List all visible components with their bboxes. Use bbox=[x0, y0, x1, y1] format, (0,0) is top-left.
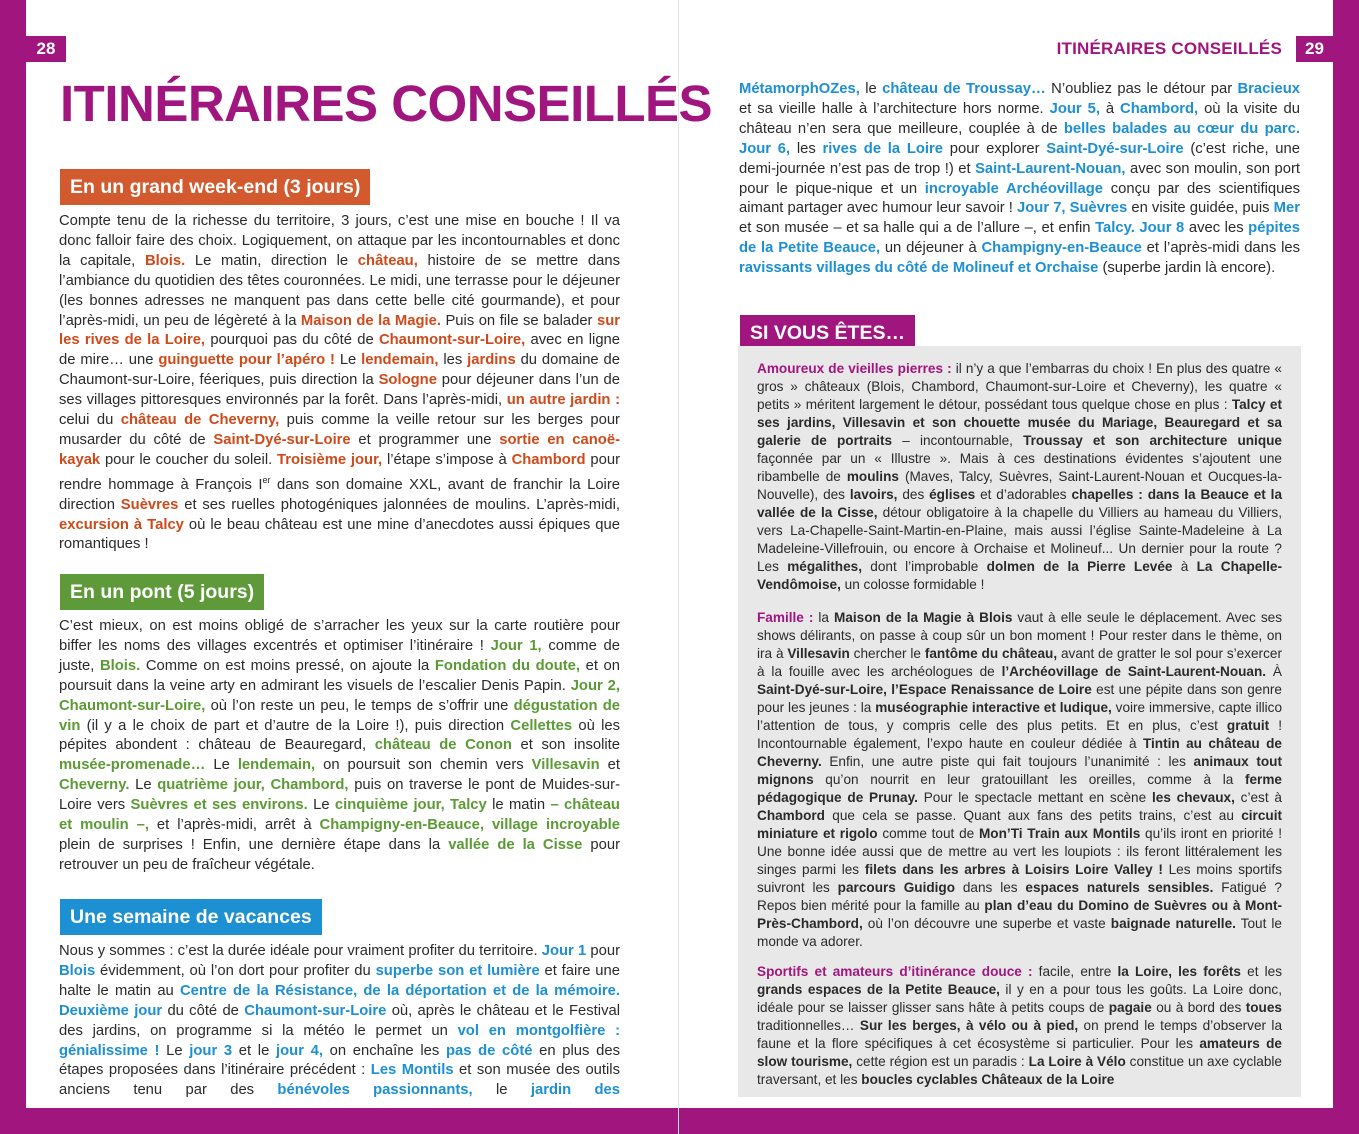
paragraph-amoureux: Amoureux de vieilles pierres : il n’y a que l’embarras du choix ! En plus des quatre « gros » châteaux (Blois, Chambord, Chaumont-sur-Loire et Cheverny), les quatre « petits » méritent largement le détour, possédant tous quelque chose en plus : Talcy et ses jardins, Villesavin et son chouette musée du Mariage, Beauregard et sa galerie de portraits – incontournable, Troussay et son architecture unique façonnée par un « Illustre ». Mais à ces destinations évidentes s’ajoutent une ribambelle de moulins (Maves, Talcy, Suèvres, Saint-Laurent-Nouan et Oucques-la-Nouvelle), des lavoirs, des églises et d’adorables chapelles : dans la Beauce et la vallée de la Cisse, détour obligatoire à la chapelle du Villiers au hameau du Villiers, vers La-Chapelle-Saint-Martin-en-Plaine, mais aussi l’église Sainte-Madeleine à La Madeleine-Villefrouin, ou encore à Orchaise et Molineuf... Un dernier pour la route ? Les mégalithes, dont l’improbable dolmen de la Pierre Levée à La Chapelle-Vendômoise, un colosse formidable ! bbox=[757, 361, 1283, 592]
page-title: ITINÉRAIRES CONSEILLÉS bbox=[60, 75, 713, 132]
heading-si-vous-etes: SI VOUS ÊTES… bbox=[740, 315, 915, 351]
heading-weekend: En un grand week-end (3 jours) bbox=[60, 169, 370, 205]
heading-semaine: Une semaine de vacances bbox=[60, 899, 322, 935]
text-weekend bbox=[59, 212, 620, 555]
text-sportifs bbox=[757, 963, 1282, 1089]
page-edge-left bbox=[0, 0, 26, 1134]
page-edge-right bbox=[1333, 0, 1359, 1134]
text-semaine bbox=[59, 942, 620, 1101]
page-gutter bbox=[678, 0, 679, 1134]
page-number-right: 29 bbox=[1296, 36, 1333, 62]
paragraph-weekend: Compte tenu de la richesse du territoire, 3 jours, c’est une mise en bouche ! Il va donc falloir faire des choix. Logiquement, on attaque par les incontournables et donc la capitale, Blois. Le matin, direction le château, histoire de se mettre dans l’ambiance du quotidien des têtes couronnées. Le midi, une terrasse pour le déjeuner (les bonnes adresses ne manquent pas dans cette belle cité gourmande), et pour l’après-midi, un peu de légèreté à la Maison de la Magie. Puis on file se balader sur les rives de la Loire, pourquoi pas du côté de Chaumont-sur-Loire, avec en ligne de mire… une guinguette pour l’apéro ! Le lendemain, les jardins du domaine de Chaumont-sur-Loire, féeriques, puis direction la Sologne pour déjeuner dans l’un de ses villages pittoresques environnés par la forêt. Dans l’après-midi, un autre jardin : celui du château de Cheverny, puis comme la veille retour sur les berges pour musarder du côté de Saint-Dyé-sur-Loire et programmer une sortie en canoë-kayak pour le coucher du soleil. Troisième jour, l’étape s’impose à Chambord pour rendre hommage à François Ier dans son domaine XXL, avant de franchir la Loire direction Suèvres et ses ruelles photogéniques jalonnées de moulins. L’après-midi, excursion à Talcy où le beau château est une mine d’anecdotes aussi épiques que romantiques ! bbox=[59, 213, 621, 553]
running-head: ITINÉRAIRES CONSEILLÉS bbox=[1056, 39, 1282, 58]
page-edge-bottom bbox=[0, 1108, 1359, 1134]
heading-pont: En un pont (5 jours) bbox=[60, 574, 264, 610]
paragraph-famille: Famille : la Maison de la Magie à Blois vaut à elle seule le déplacement. Avec ses shows délirants, on passe à coup sûr un bon moment ! Pour rester dans le thème, on ira à Villesavin chercher le fantôme du château, avant de gratter le sol pour s’exercer à la fouille avec les archéologues de l’Archéovillage de Saint-Laurent-Nouan. À Saint-Dyé-sur-Loire, l’Espace Renaissance de Loire est une pépite dans son genre pour les jeunes : la muséographie interactive et ludique, voire immersive, capte illico l’attention de tous, y compris celle des plus petits. Et en plus, c’est gratuit ! Incontournable également, l’expo haute en couleur dédiée à Tintin au château de Cheverny. Enfin, une autre piste qui fait toujours l’unanimité : les animaux tout mignons qu’on nourrit en leur gratouillant les oreilles, comme à la ferme pédagogique de Prunay. Pour le spectacle mettant en scène les chevaux, c’est à Chambord que cela se passe. Quant aux fans des petits trains, c’est au circuit miniature et rigolo comme tout de Mon’Ti Train aux Montils qu’ils iront en priorité ! Une bonne idée aussi que de mettre au vert les loupiots : ils feront littéralement les singes parmi les filets dans les arbres à Loisirs Loire Valley ! Les moins sportifs suivront les parcours Guidigo dans les espaces naturels sensibles. Fatigué ? Repos bien mérité pour la famille au plan d’eau du Domino de Suèvres ou à Mont-Près-Chambord, où l’on découvre une superbe et vaste baignade naturelle. Tout le monde va adorer. bbox=[757, 610, 1283, 949]
paragraph-semaine: Nous y sommes : c’est la durée idéale pour vraiment profiter du territoire. Jour 1 pour Blois évidemment, où l’on dort pour profiter du superbe son et lumière et faire une halte le matin au Centre de la Résistance, de la déportation et de la mémoire. Deuxième jour du côté de Chaumont-sur-Loire où, après le château et le Festival des jardins, on programme si la météo le permet un vol en montgolfière : génialissime ! Le jour 3 et le jour 4, on enchaîne les pas de côté en plus des étapes proposées dans l’itinéraire précédent : Les Montils et son musée des outils anciens tenu par des bénévoles passionnants, le jardin des bbox=[59, 943, 621, 1099]
paragraph-sportifs: Sportifs et amateurs d’itinérance douce : facile, entre la Loire, les forêts et les grands espaces de la Petite Beauce, il y en a pour tous les goûts. La Loire donc, idéale pour se laisser glisser sans hâte à petits coups de pagaie ou à bord des toues traditionnelles… Sur les berges, à vélo ou à pied, on prend le temps d’observer la faune et la flore spécifiques à cet écosystème si particulier. Pour les amateurs de slow tourisme, cette région est un paradis : La Loire à Vélo constitue un axe cyclable traversant, et les boucles cyclables Châteaux de la Loire bbox=[757, 964, 1283, 1087]
text-amoureux bbox=[757, 360, 1282, 594]
paragraph-pont: C’est mieux, on est moins obligé de s’arracher les yeux sur la carte routière pour biffer les noms des villages excentrés et optimiser l’itinéraire ! Jour 1, comme de juste, Blois. Comme on est moins pressé, on ajoute la Fondation du doute, et on poursuit dans la veine arty en admirant les visuels de l’escalier Denis Papin. Jour 2, Chaumont-sur-Loire, où l’on reste un peu, le temps de s’offrir une dégustation de vin (il y a le choix de part et d’autre de la Loire !), puis direction Cellettes où les pépites abondent : château de Beauregard, château de Conon et son insolite musée-promenade… Le lendemain, on poursuit son chemin vers Villesavin et Cheverny. Le quatrième jour, Chambord, puis on traverse le pont de Muides-sur-Loire vers Suèvres et ses environs. Le cinquième jour, Talcy le matin – château et moulin –, et l’après-midi, arrêt à Champigny-en-Beauce, village incroyable plein de surprises ! Enfin, une dernière étape dans la vallée de la Cisse pour retrouver un peu de fraîcheur végétale. bbox=[59, 618, 621, 873]
page-number-left: 28 bbox=[26, 36, 66, 62]
text-famille bbox=[757, 609, 1282, 951]
paragraph-semaine-continued: MétamorphOZes, le château de Troussay… N’oubliez pas le détour par Bracieux et sa vieille halle à l’architecture hors norme. Jour 5, à Chambord, où la visite du château n’en sera que meilleure, couplée à de belles balades au cœur du parc. Jour 6, les rives de la Loire pour explorer Saint-Dyé-sur-Loire (c’est riche, une demi-journée n’est pas de trop !) et Saint-Laurent-Nouan, avec son moulin, son port pour le pique-nique et un incroyable Archéovillage conçu par des scientifiques aimant partager avec humour leur savoir ! Jour 7, Suèvres en visite guidée, puis Mer et son musée – et sa halle qui a de l’allure –, et enfin Talcy. Jour 8 avec les pépites de la Petite Beauce, un déjeuner à Champigny-en-Beauce et l’après-midi dans les ravissants villages du côté de Molineuf et Orchaise (superbe jardin là encore). bbox=[739, 81, 1301, 277]
text-pont bbox=[59, 617, 620, 876]
text-semaine-continued bbox=[739, 80, 1300, 279]
